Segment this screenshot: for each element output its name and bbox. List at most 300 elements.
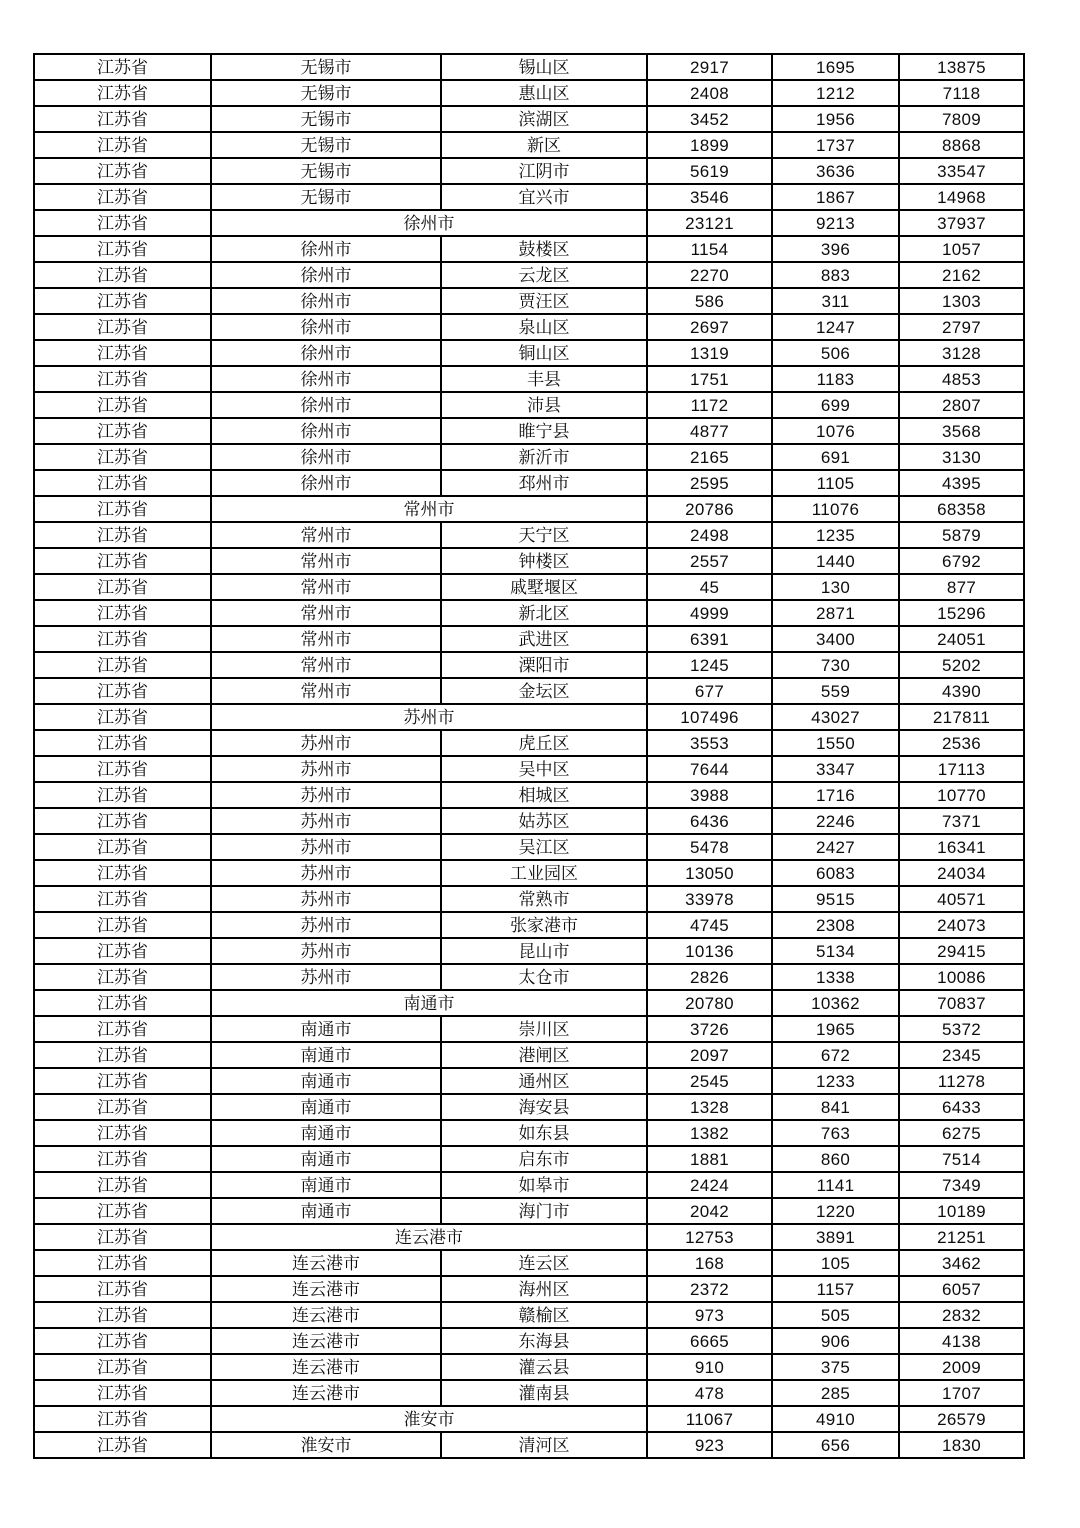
cell-city: 苏州市 bbox=[211, 808, 441, 834]
cell-metric-1: 2826 bbox=[647, 964, 772, 990]
cell-metric-2: 2308 bbox=[772, 912, 899, 938]
cell-city: 连云港市 bbox=[211, 1380, 441, 1406]
cell-city-merged: 淮安市 bbox=[211, 1406, 647, 1432]
cell-metric-2: 9213 bbox=[772, 210, 899, 236]
cell-metric-2: 130 bbox=[772, 574, 899, 600]
cell-district: 云龙区 bbox=[441, 262, 647, 288]
cell-metric-1: 11067 bbox=[647, 1406, 772, 1432]
cell-metric-2: 1220 bbox=[772, 1198, 899, 1224]
table-row bbox=[34, 1146, 1024, 1172]
cell-metric-2: 2246 bbox=[772, 808, 899, 834]
table-row bbox=[34, 756, 1024, 782]
cell-metric-2: 860 bbox=[772, 1146, 899, 1172]
cell-metric-1: 1881 bbox=[647, 1146, 772, 1172]
cell-district: 新北区 bbox=[441, 600, 647, 626]
cell-city: 苏州市 bbox=[211, 964, 441, 990]
cell-province: 江苏省 bbox=[34, 704, 211, 730]
cell-district: 锡山区 bbox=[441, 54, 647, 80]
cell-metric-1: 2042 bbox=[647, 1198, 772, 1224]
table-row bbox=[34, 418, 1024, 444]
cell-district: 溧阳市 bbox=[441, 652, 647, 678]
cell-metric-3: 4138 bbox=[899, 1328, 1024, 1354]
cell-province: 江苏省 bbox=[34, 1172, 211, 1198]
cell-metric-3: 877 bbox=[899, 574, 1024, 600]
cell-metric-1: 10136 bbox=[647, 938, 772, 964]
table-row bbox=[34, 600, 1024, 626]
cell-province: 江苏省 bbox=[34, 210, 211, 236]
cell-province: 江苏省 bbox=[34, 1120, 211, 1146]
cell-metric-1: 2498 bbox=[647, 522, 772, 548]
cell-metric-3: 3130 bbox=[899, 444, 1024, 470]
cell-metric-3: 7371 bbox=[899, 808, 1024, 834]
table-row bbox=[34, 834, 1024, 860]
cell-district: 常熟市 bbox=[441, 886, 647, 912]
cell-metric-2: 9515 bbox=[772, 886, 899, 912]
cell-province: 江苏省 bbox=[34, 574, 211, 600]
cell-city: 常州市 bbox=[211, 626, 441, 652]
cell-district: 海门市 bbox=[441, 1198, 647, 1224]
cell-district: 昆山市 bbox=[441, 938, 647, 964]
cell-province: 江苏省 bbox=[34, 80, 211, 106]
cell-province: 江苏省 bbox=[34, 184, 211, 210]
table-row-city-summary bbox=[34, 704, 1024, 730]
cell-metric-1: 2917 bbox=[647, 54, 772, 80]
cell-metric-2: 1440 bbox=[772, 548, 899, 574]
cell-city: 苏州市 bbox=[211, 782, 441, 808]
cell-metric-1: 45 bbox=[647, 574, 772, 600]
cell-metric-3: 1707 bbox=[899, 1380, 1024, 1406]
cell-metric-2: 906 bbox=[772, 1328, 899, 1354]
cell-district: 海州区 bbox=[441, 1276, 647, 1302]
cell-metric-3: 7118 bbox=[899, 80, 1024, 106]
cell-metric-1: 2408 bbox=[647, 80, 772, 106]
cell-metric-3: 13875 bbox=[899, 54, 1024, 80]
cell-metric-2: 375 bbox=[772, 1354, 899, 1380]
cell-city-merged: 徐州市 bbox=[211, 210, 647, 236]
cell-district: 太仓市 bbox=[441, 964, 647, 990]
cell-metric-3: 15296 bbox=[899, 600, 1024, 626]
table-row bbox=[34, 444, 1024, 470]
table-row bbox=[34, 54, 1024, 80]
cell-province: 江苏省 bbox=[34, 496, 211, 522]
cell-metric-2: 1233 bbox=[772, 1068, 899, 1094]
cell-district: 钟楼区 bbox=[441, 548, 647, 574]
cell-province: 江苏省 bbox=[34, 756, 211, 782]
table-row bbox=[34, 288, 1024, 314]
cell-metric-2: 1965 bbox=[772, 1016, 899, 1042]
cell-province: 江苏省 bbox=[34, 886, 211, 912]
cell-province: 江苏省 bbox=[34, 418, 211, 444]
cell-district: 戚墅堰区 bbox=[441, 574, 647, 600]
cell-city: 徐州市 bbox=[211, 288, 441, 314]
table-row bbox=[34, 340, 1024, 366]
cell-metric-2: 3636 bbox=[772, 158, 899, 184]
cell-metric-3: 2009 bbox=[899, 1354, 1024, 1380]
cell-metric-1: 1382 bbox=[647, 1120, 772, 1146]
cell-metric-3: 33547 bbox=[899, 158, 1024, 184]
cell-metric-3: 6275 bbox=[899, 1120, 1024, 1146]
cell-metric-3: 5879 bbox=[899, 522, 1024, 548]
cell-metric-3: 10086 bbox=[899, 964, 1024, 990]
cell-metric-1: 2270 bbox=[647, 262, 772, 288]
cell-metric-1: 7644 bbox=[647, 756, 772, 782]
cell-metric-3: 40571 bbox=[899, 886, 1024, 912]
table-row bbox=[34, 626, 1024, 652]
cell-metric-1: 2424 bbox=[647, 1172, 772, 1198]
cell-city: 徐州市 bbox=[211, 418, 441, 444]
cell-metric-2: 1247 bbox=[772, 314, 899, 340]
cell-district: 启东市 bbox=[441, 1146, 647, 1172]
cell-province: 江苏省 bbox=[34, 1146, 211, 1172]
cell-metric-1: 33978 bbox=[647, 886, 772, 912]
cell-district: 张家港市 bbox=[441, 912, 647, 938]
cell-metric-2: 730 bbox=[772, 652, 899, 678]
cell-metric-3: 4395 bbox=[899, 470, 1024, 496]
cell-city: 南通市 bbox=[211, 1120, 441, 1146]
table-row bbox=[34, 574, 1024, 600]
cell-metric-3: 3128 bbox=[899, 340, 1024, 366]
cell-metric-1: 1319 bbox=[647, 340, 772, 366]
cell-metric-3: 6792 bbox=[899, 548, 1024, 574]
cell-district: 睢宁县 bbox=[441, 418, 647, 444]
cell-city: 南通市 bbox=[211, 1068, 441, 1094]
cell-metric-3: 10770 bbox=[899, 782, 1024, 808]
cell-city: 苏州市 bbox=[211, 912, 441, 938]
table-body bbox=[34, 54, 1024, 1458]
cell-province: 江苏省 bbox=[34, 366, 211, 392]
cell-city: 无锡市 bbox=[211, 158, 441, 184]
cell-province: 江苏省 bbox=[34, 444, 211, 470]
cell-province: 江苏省 bbox=[34, 808, 211, 834]
table-row bbox=[34, 1068, 1024, 1094]
cell-metric-1: 973 bbox=[647, 1302, 772, 1328]
table-row bbox=[34, 964, 1024, 990]
cell-city: 南通市 bbox=[211, 1172, 441, 1198]
cell-city: 南通市 bbox=[211, 1094, 441, 1120]
cell-district: 武进区 bbox=[441, 626, 647, 652]
cell-metric-1: 20780 bbox=[647, 990, 772, 1016]
cell-metric-1: 3452 bbox=[647, 106, 772, 132]
table-row bbox=[34, 1432, 1024, 1458]
table-row bbox=[34, 886, 1024, 912]
cell-city: 连云港市 bbox=[211, 1354, 441, 1380]
cell-metric-1: 5619 bbox=[647, 158, 772, 184]
cell-city-merged: 苏州市 bbox=[211, 704, 647, 730]
cell-metric-2: 691 bbox=[772, 444, 899, 470]
cell-city-merged: 常州市 bbox=[211, 496, 647, 522]
cell-province: 江苏省 bbox=[34, 1198, 211, 1224]
table-row-city-summary bbox=[34, 496, 1024, 522]
cell-city: 常州市 bbox=[211, 678, 441, 704]
cell-metric-3: 2832 bbox=[899, 1302, 1024, 1328]
cell-metric-3: 37937 bbox=[899, 210, 1024, 236]
cell-metric-1: 6436 bbox=[647, 808, 772, 834]
cell-city: 连云港市 bbox=[211, 1276, 441, 1302]
cell-metric-1: 3546 bbox=[647, 184, 772, 210]
cell-city-merged: 连云港市 bbox=[211, 1224, 647, 1250]
cell-city: 无锡市 bbox=[211, 184, 441, 210]
cell-city: 南通市 bbox=[211, 1146, 441, 1172]
cell-city-merged: 南通市 bbox=[211, 990, 647, 1016]
cell-province: 江苏省 bbox=[34, 470, 211, 496]
cell-metric-3: 24034 bbox=[899, 860, 1024, 886]
cell-city: 淮安市 bbox=[211, 1432, 441, 1458]
cell-metric-1: 107496 bbox=[647, 704, 772, 730]
table-row bbox=[34, 366, 1024, 392]
cell-metric-3: 21251 bbox=[899, 1224, 1024, 1250]
cell-city: 无锡市 bbox=[211, 106, 441, 132]
cell-metric-2: 1695 bbox=[772, 54, 899, 80]
cell-province: 江苏省 bbox=[34, 392, 211, 418]
cell-district: 鼓楼区 bbox=[441, 236, 647, 262]
table-row bbox=[34, 652, 1024, 678]
cell-district: 连云区 bbox=[441, 1250, 647, 1276]
cell-province: 江苏省 bbox=[34, 1068, 211, 1094]
cell-metric-3: 2162 bbox=[899, 262, 1024, 288]
cell-province: 江苏省 bbox=[34, 782, 211, 808]
cell-metric-2: 1716 bbox=[772, 782, 899, 808]
cell-metric-1: 20786 bbox=[647, 496, 772, 522]
cell-metric-3: 6057 bbox=[899, 1276, 1024, 1302]
cell-metric-3: 29415 bbox=[899, 938, 1024, 964]
cell-metric-1: 4745 bbox=[647, 912, 772, 938]
table-row bbox=[34, 1094, 1024, 1120]
cell-metric-3: 2345 bbox=[899, 1042, 1024, 1068]
table-row bbox=[34, 860, 1024, 886]
cell-metric-2: 3347 bbox=[772, 756, 899, 782]
cell-district: 相城区 bbox=[441, 782, 647, 808]
cell-metric-2: 43027 bbox=[772, 704, 899, 730]
cell-metric-2: 505 bbox=[772, 1302, 899, 1328]
cell-district: 灌云县 bbox=[441, 1354, 647, 1380]
cell-metric-2: 1338 bbox=[772, 964, 899, 990]
cell-district: 崇川区 bbox=[441, 1016, 647, 1042]
cell-metric-1: 677 bbox=[647, 678, 772, 704]
cell-metric-1: 6665 bbox=[647, 1328, 772, 1354]
cell-metric-2: 285 bbox=[772, 1380, 899, 1406]
cell-metric-3: 26579 bbox=[899, 1406, 1024, 1432]
cell-metric-1: 3553 bbox=[647, 730, 772, 756]
cell-district: 如东县 bbox=[441, 1120, 647, 1146]
cell-province: 江苏省 bbox=[34, 860, 211, 886]
cell-province: 江苏省 bbox=[34, 54, 211, 80]
cell-metric-2: 1157 bbox=[772, 1276, 899, 1302]
table-row bbox=[34, 912, 1024, 938]
cell-metric-2: 559 bbox=[772, 678, 899, 704]
cell-metric-3: 11278 bbox=[899, 1068, 1024, 1094]
cell-province: 江苏省 bbox=[34, 600, 211, 626]
cell-metric-1: 3726 bbox=[647, 1016, 772, 1042]
cell-metric-3: 4390 bbox=[899, 678, 1024, 704]
cell-province: 江苏省 bbox=[34, 678, 211, 704]
cell-metric-1: 23121 bbox=[647, 210, 772, 236]
table-row bbox=[34, 80, 1024, 106]
table-row bbox=[34, 1302, 1024, 1328]
cell-province: 江苏省 bbox=[34, 1042, 211, 1068]
cell-province: 江苏省 bbox=[34, 262, 211, 288]
table-row-city-summary bbox=[34, 210, 1024, 236]
cell-metric-1: 5478 bbox=[647, 834, 772, 860]
cell-city: 无锡市 bbox=[211, 132, 441, 158]
cell-metric-2: 4910 bbox=[772, 1406, 899, 1432]
cell-metric-2: 2427 bbox=[772, 834, 899, 860]
table-row-city-summary bbox=[34, 990, 1024, 1016]
table-row-city-summary bbox=[34, 1406, 1024, 1432]
cell-city: 常州市 bbox=[211, 548, 441, 574]
cell-province: 江苏省 bbox=[34, 1250, 211, 1276]
cell-province: 江苏省 bbox=[34, 1094, 211, 1120]
cell-metric-1: 923 bbox=[647, 1432, 772, 1458]
cell-metric-2: 1183 bbox=[772, 366, 899, 392]
cell-city: 无锡市 bbox=[211, 54, 441, 80]
cell-metric-2: 1076 bbox=[772, 418, 899, 444]
cell-metric-1: 1751 bbox=[647, 366, 772, 392]
cell-city: 连云港市 bbox=[211, 1250, 441, 1276]
cell-metric-2: 883 bbox=[772, 262, 899, 288]
cell-district: 吴中区 bbox=[441, 756, 647, 782]
cell-metric-3: 1057 bbox=[899, 236, 1024, 262]
cell-metric-3: 5202 bbox=[899, 652, 1024, 678]
table-row bbox=[34, 1354, 1024, 1380]
cell-metric-3: 3568 bbox=[899, 418, 1024, 444]
table-row bbox=[34, 1172, 1024, 1198]
cell-district: 邳州市 bbox=[441, 470, 647, 496]
cell-city: 南通市 bbox=[211, 1016, 441, 1042]
cell-metric-3: 4853 bbox=[899, 366, 1024, 392]
cell-metric-2: 1867 bbox=[772, 184, 899, 210]
cell-province: 江苏省 bbox=[34, 522, 211, 548]
cell-province: 江苏省 bbox=[34, 340, 211, 366]
cell-city: 常州市 bbox=[211, 574, 441, 600]
table-row bbox=[34, 132, 1024, 158]
cell-district: 如皋市 bbox=[441, 1172, 647, 1198]
cell-metric-1: 2097 bbox=[647, 1042, 772, 1068]
cell-metric-2: 699 bbox=[772, 392, 899, 418]
table-row bbox=[34, 938, 1024, 964]
cell-province: 江苏省 bbox=[34, 236, 211, 262]
cell-province: 江苏省 bbox=[34, 288, 211, 314]
table-row bbox=[34, 470, 1024, 496]
cell-district: 赣榆区 bbox=[441, 1302, 647, 1328]
cell-city: 南通市 bbox=[211, 1198, 441, 1224]
cell-city: 常州市 bbox=[211, 600, 441, 626]
table-row bbox=[34, 1250, 1024, 1276]
cell-district: 丰县 bbox=[441, 366, 647, 392]
cell-city: 无锡市 bbox=[211, 80, 441, 106]
cell-metric-1: 4999 bbox=[647, 600, 772, 626]
cell-province: 江苏省 bbox=[34, 938, 211, 964]
cell-metric-1: 12753 bbox=[647, 1224, 772, 1250]
cell-metric-2: 1105 bbox=[772, 470, 899, 496]
table-row bbox=[34, 1042, 1024, 1068]
cell-province: 江苏省 bbox=[34, 314, 211, 340]
cell-city: 连云港市 bbox=[211, 1302, 441, 1328]
cell-metric-3: 7809 bbox=[899, 106, 1024, 132]
table-row-city-summary bbox=[34, 1224, 1024, 1250]
cell-city: 苏州市 bbox=[211, 756, 441, 782]
cell-city: 常州市 bbox=[211, 652, 441, 678]
cell-metric-3: 2536 bbox=[899, 730, 1024, 756]
cell-district: 东海县 bbox=[441, 1328, 647, 1354]
table-row bbox=[34, 158, 1024, 184]
cell-district: 铜山区 bbox=[441, 340, 647, 366]
cell-metric-1: 1328 bbox=[647, 1094, 772, 1120]
cell-metric-2: 2871 bbox=[772, 600, 899, 626]
cell-metric-2: 11076 bbox=[772, 496, 899, 522]
cell-district: 江阴市 bbox=[441, 158, 647, 184]
cell-metric-3: 1830 bbox=[899, 1432, 1024, 1458]
cell-district: 吴江区 bbox=[441, 834, 647, 860]
cell-district: 惠山区 bbox=[441, 80, 647, 106]
table-row bbox=[34, 236, 1024, 262]
cell-metric-2: 763 bbox=[772, 1120, 899, 1146]
table-row bbox=[34, 678, 1024, 704]
table-row bbox=[34, 548, 1024, 574]
province-city-district-table bbox=[33, 53, 1025, 1459]
cell-district: 新区 bbox=[441, 132, 647, 158]
cell-district: 贾汪区 bbox=[441, 288, 647, 314]
cell-province: 江苏省 bbox=[34, 626, 211, 652]
cell-province: 江苏省 bbox=[34, 1432, 211, 1458]
cell-metric-3: 68358 bbox=[899, 496, 1024, 522]
cell-metric-2: 3891 bbox=[772, 1224, 899, 1250]
cell-city: 苏州市 bbox=[211, 860, 441, 886]
cell-city: 徐州市 bbox=[211, 366, 441, 392]
cell-district: 滨湖区 bbox=[441, 106, 647, 132]
cell-metric-3: 17113 bbox=[899, 756, 1024, 782]
cell-district: 灌南县 bbox=[441, 1380, 647, 1406]
cell-metric-1: 1245 bbox=[647, 652, 772, 678]
cell-metric-2: 841 bbox=[772, 1094, 899, 1120]
cell-district: 姑苏区 bbox=[441, 808, 647, 834]
cell-metric-2: 6083 bbox=[772, 860, 899, 886]
cell-metric-1: 910 bbox=[647, 1354, 772, 1380]
cell-metric-2: 311 bbox=[772, 288, 899, 314]
cell-metric-1: 2557 bbox=[647, 548, 772, 574]
cell-metric-2: 1737 bbox=[772, 132, 899, 158]
cell-province: 江苏省 bbox=[34, 990, 211, 1016]
cell-district: 宜兴市 bbox=[441, 184, 647, 210]
table-row bbox=[34, 522, 1024, 548]
cell-metric-1: 13050 bbox=[647, 860, 772, 886]
cell-district: 金坛区 bbox=[441, 678, 647, 704]
cell-metric-1: 1172 bbox=[647, 392, 772, 418]
cell-metric-1: 2595 bbox=[647, 470, 772, 496]
cell-province: 江苏省 bbox=[34, 1302, 211, 1328]
cell-city: 常州市 bbox=[211, 522, 441, 548]
table-row bbox=[34, 184, 1024, 210]
table-row bbox=[34, 1016, 1024, 1042]
cell-metric-1: 2545 bbox=[647, 1068, 772, 1094]
cell-city: 苏州市 bbox=[211, 834, 441, 860]
cell-metric-2: 3400 bbox=[772, 626, 899, 652]
cell-district: 虎丘区 bbox=[441, 730, 647, 756]
cell-district: 工业园区 bbox=[441, 860, 647, 886]
cell-metric-3: 217811 bbox=[899, 704, 1024, 730]
cell-city: 徐州市 bbox=[211, 444, 441, 470]
cell-metric-3: 24051 bbox=[899, 626, 1024, 652]
cell-metric-1: 2697 bbox=[647, 314, 772, 340]
cell-city: 徐州市 bbox=[211, 340, 441, 366]
cell-metric-1: 2372 bbox=[647, 1276, 772, 1302]
cell-province: 江苏省 bbox=[34, 106, 211, 132]
cell-metric-1: 1154 bbox=[647, 236, 772, 262]
cell-metric-3: 2807 bbox=[899, 392, 1024, 418]
cell-metric-1: 168 bbox=[647, 1250, 772, 1276]
cell-city: 苏州市 bbox=[211, 938, 441, 964]
cell-province: 江苏省 bbox=[34, 964, 211, 990]
cell-metric-3: 5372 bbox=[899, 1016, 1024, 1042]
